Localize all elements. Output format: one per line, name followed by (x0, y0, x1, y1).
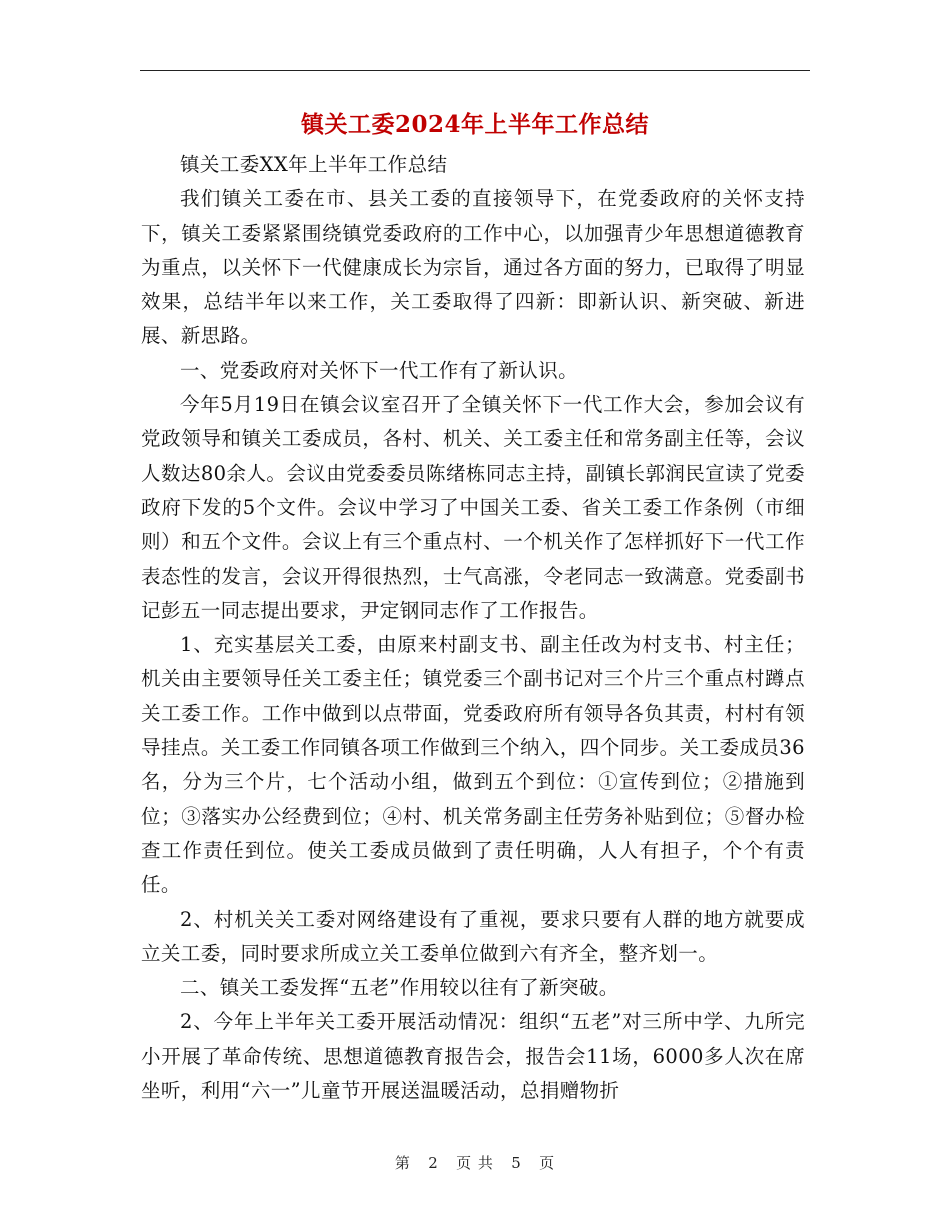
paragraph: 2、今年上半年关工委开展活动情况：组织“五老”对三所中学、九所完小开展了革命传统、思想道德教育报告会，报告会11场，6000多人次在席坐听，利用“六一”儿童节开展送温暖活动，总捐赠物折 (141, 1010, 805, 1103)
footer-label-end: 页 (539, 1154, 556, 1172)
paragraph: 2、村机关关工委对网络建设有了重视，要求只要有人群的地方就要成立关工委，同时要求所成立关工委单位做到六有齐全，整齐划一。 (141, 907, 805, 965)
paragraph-subtitle: 镇关工委XX年上半年工作总结 (180, 153, 448, 176)
document-title: 镇关工委2024年上半年工作总结 (300, 111, 649, 138)
section-heading: 一、党委政府对关怀下一代工作有了新认识。 (180, 358, 579, 382)
paragraph: 我们镇关工委在市、县关工委的直接领导下，在党委政府的关怀支持下，镇关工委紧紧围绕镇党委政府的工作中心，以加强青少年思想道德教育为重点，以关怀下一代健康成长为宗旨，通过各方面的努力，已取得了明显效果，总结半年以来工作，关工委取得了四新：即新认识、新突破、新进展、新思路。 (141, 187, 805, 348)
document-body (141, 148, 805, 1108)
footer-label-of: 页 共 (456, 1154, 494, 1172)
footer-current-page: 2 (428, 1154, 439, 1172)
header-rule (140, 70, 810, 71)
footer-total-pages: 5 (511, 1154, 522, 1172)
section-heading: 二、镇关工委发挥“五老”作用较以往有了新突破。 (180, 976, 619, 1000)
paragraph: 1、充实基层关工委，由原来村副支书、副主任改为村支书、村主任；机关由主要领导任关工委主任；镇党委三个副书记对三个片三个重点村蹲点关工委工作。工作中做到以点带面，党委政府所有领导各负其责，村村有领导挂点。关工委工作同镇各项工作做到三个纳入，四个同步。关工委成员36名，分为三个片，七个活动小组，做到五个到位：①宣传到位；②措施到位；③落实办公经费到位；④村、机关常务副主任劳务补贴到位；⑤督办检查工作责任到位。使关工委成员做到了责任明确，人人有担子，个个有责任。 (141, 633, 805, 897)
paragraph: 今年5月19日在镇会议室召开了全镇关怀下一代工作大会，参加会议有党政领导和镇关工委成员，各村、机关、关工委主任和常务副主任等，会议人数达80余人。会议由党委委员陈绪栋同志主持，副镇长郭润民宣读了党委政府下发的5个文件。会议中学习了中国关工委、省关工委工作条例（市细则）和五个文件。会议上有三个重点村、一个机关作了怎样抓好下一代工作表态性的发言，会议开得很热烈，士气高涨，令老同志一致满意。党委副书记彭五一同志提出要求，尹定钢同志作了工作报告。 (141, 393, 805, 622)
footer-label-page: 第 (394, 1154, 411, 1172)
page-footer (0, 1152, 950, 1173)
